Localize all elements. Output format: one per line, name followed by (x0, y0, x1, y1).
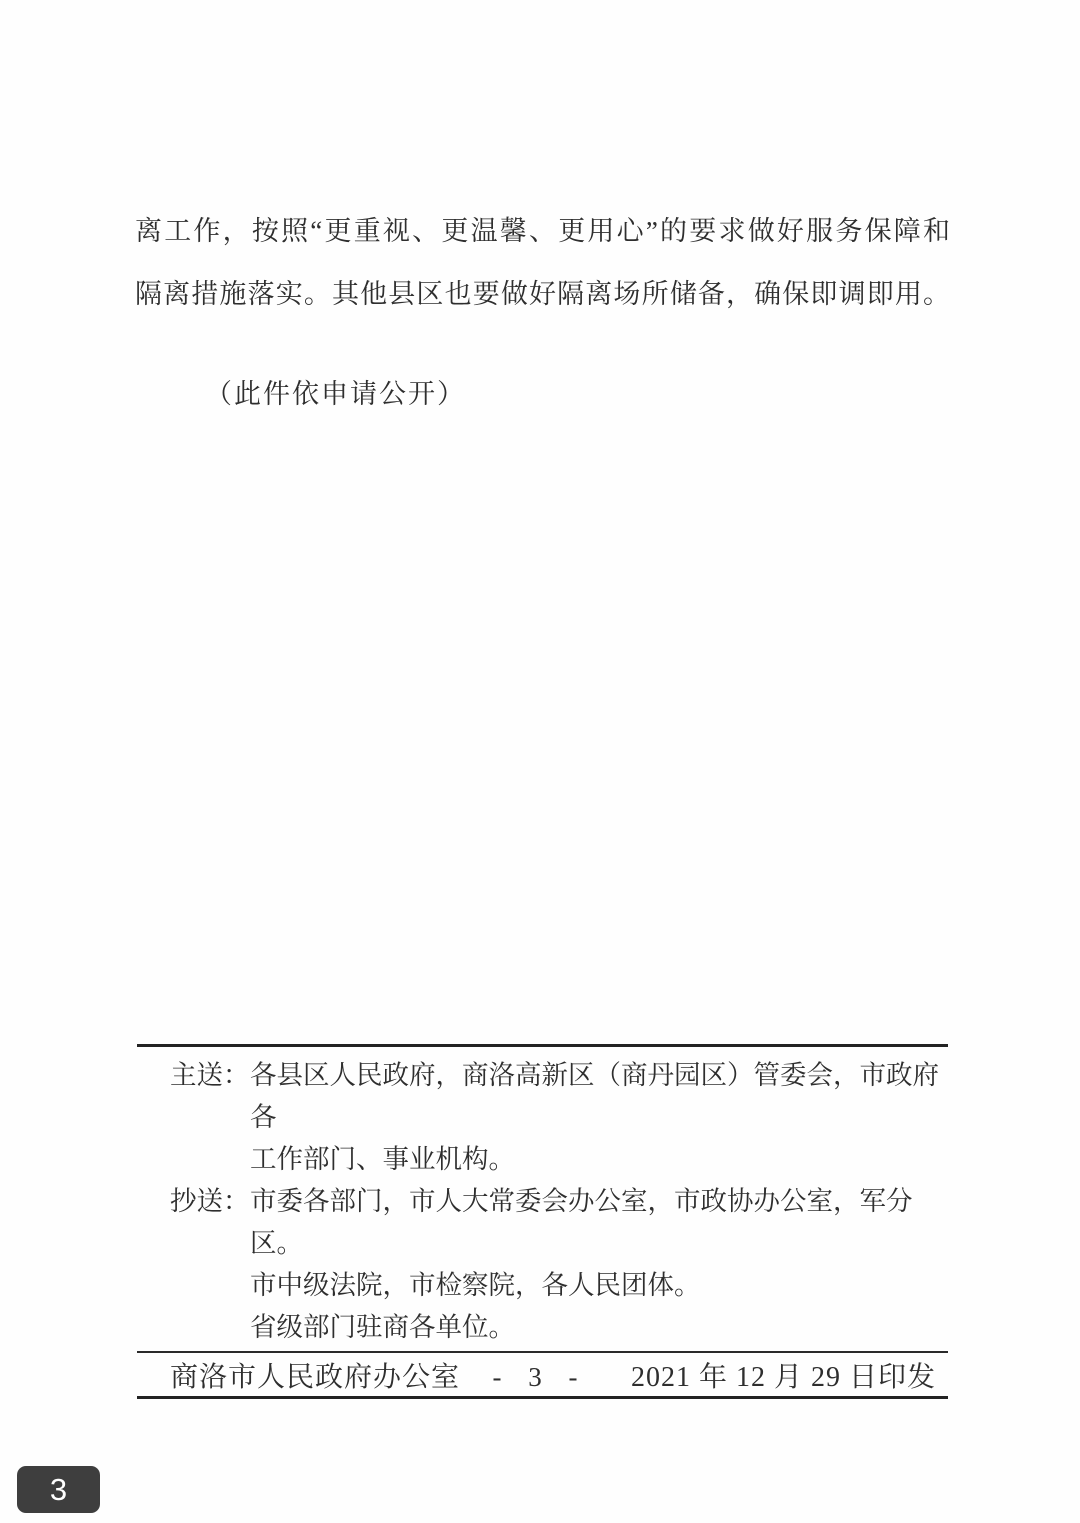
colophon-block (137, 1044, 948, 1399)
recipient-line: 工作部门、事业机构。 (250, 1144, 515, 1174)
main-recipients-row (170, 1054, 948, 1180)
recipient-line: 市委各部门，市人大常委会办公室，市政协办公室，军分区。 (250, 1186, 913, 1258)
page-number: - 3 - (492, 1362, 588, 1392)
issuing-office: 商洛市人民政府办公室 (170, 1361, 461, 1393)
copy-recipients-lines (250, 1180, 948, 1348)
main-recipients-lines (250, 1054, 948, 1180)
recipient-line: 市中级法院，市检察院，各人民团体。 (250, 1270, 701, 1300)
body-line: 隔离措施落实。其他县区也要做好隔离场所储备，确保即调即用。 (135, 279, 950, 309)
distribution-list (137, 1047, 948, 1353)
recipient-line: 省级部门驻商各单位。 (250, 1312, 515, 1342)
body-paragraph (135, 200, 950, 326)
body-line: 离工作，按照“更重视、更温馨、更用心”的要求做好服务保障和 (135, 216, 950, 246)
copy-recipients-label: 抄送： (170, 1186, 250, 1216)
recipient-line: 各县区人民政府，商洛高新区（商丹园区）管委会，市政府各 (250, 1060, 939, 1132)
copy-recipients-row (170, 1180, 948, 1348)
corner-page-badge: 3 (17, 1466, 100, 1513)
print-date: 2021 年 12 月 29 日印发 (630, 1361, 936, 1393)
main-recipients-label: 主送： (170, 1060, 250, 1090)
disclosure-note: （此件依申请公开） (205, 379, 466, 409)
